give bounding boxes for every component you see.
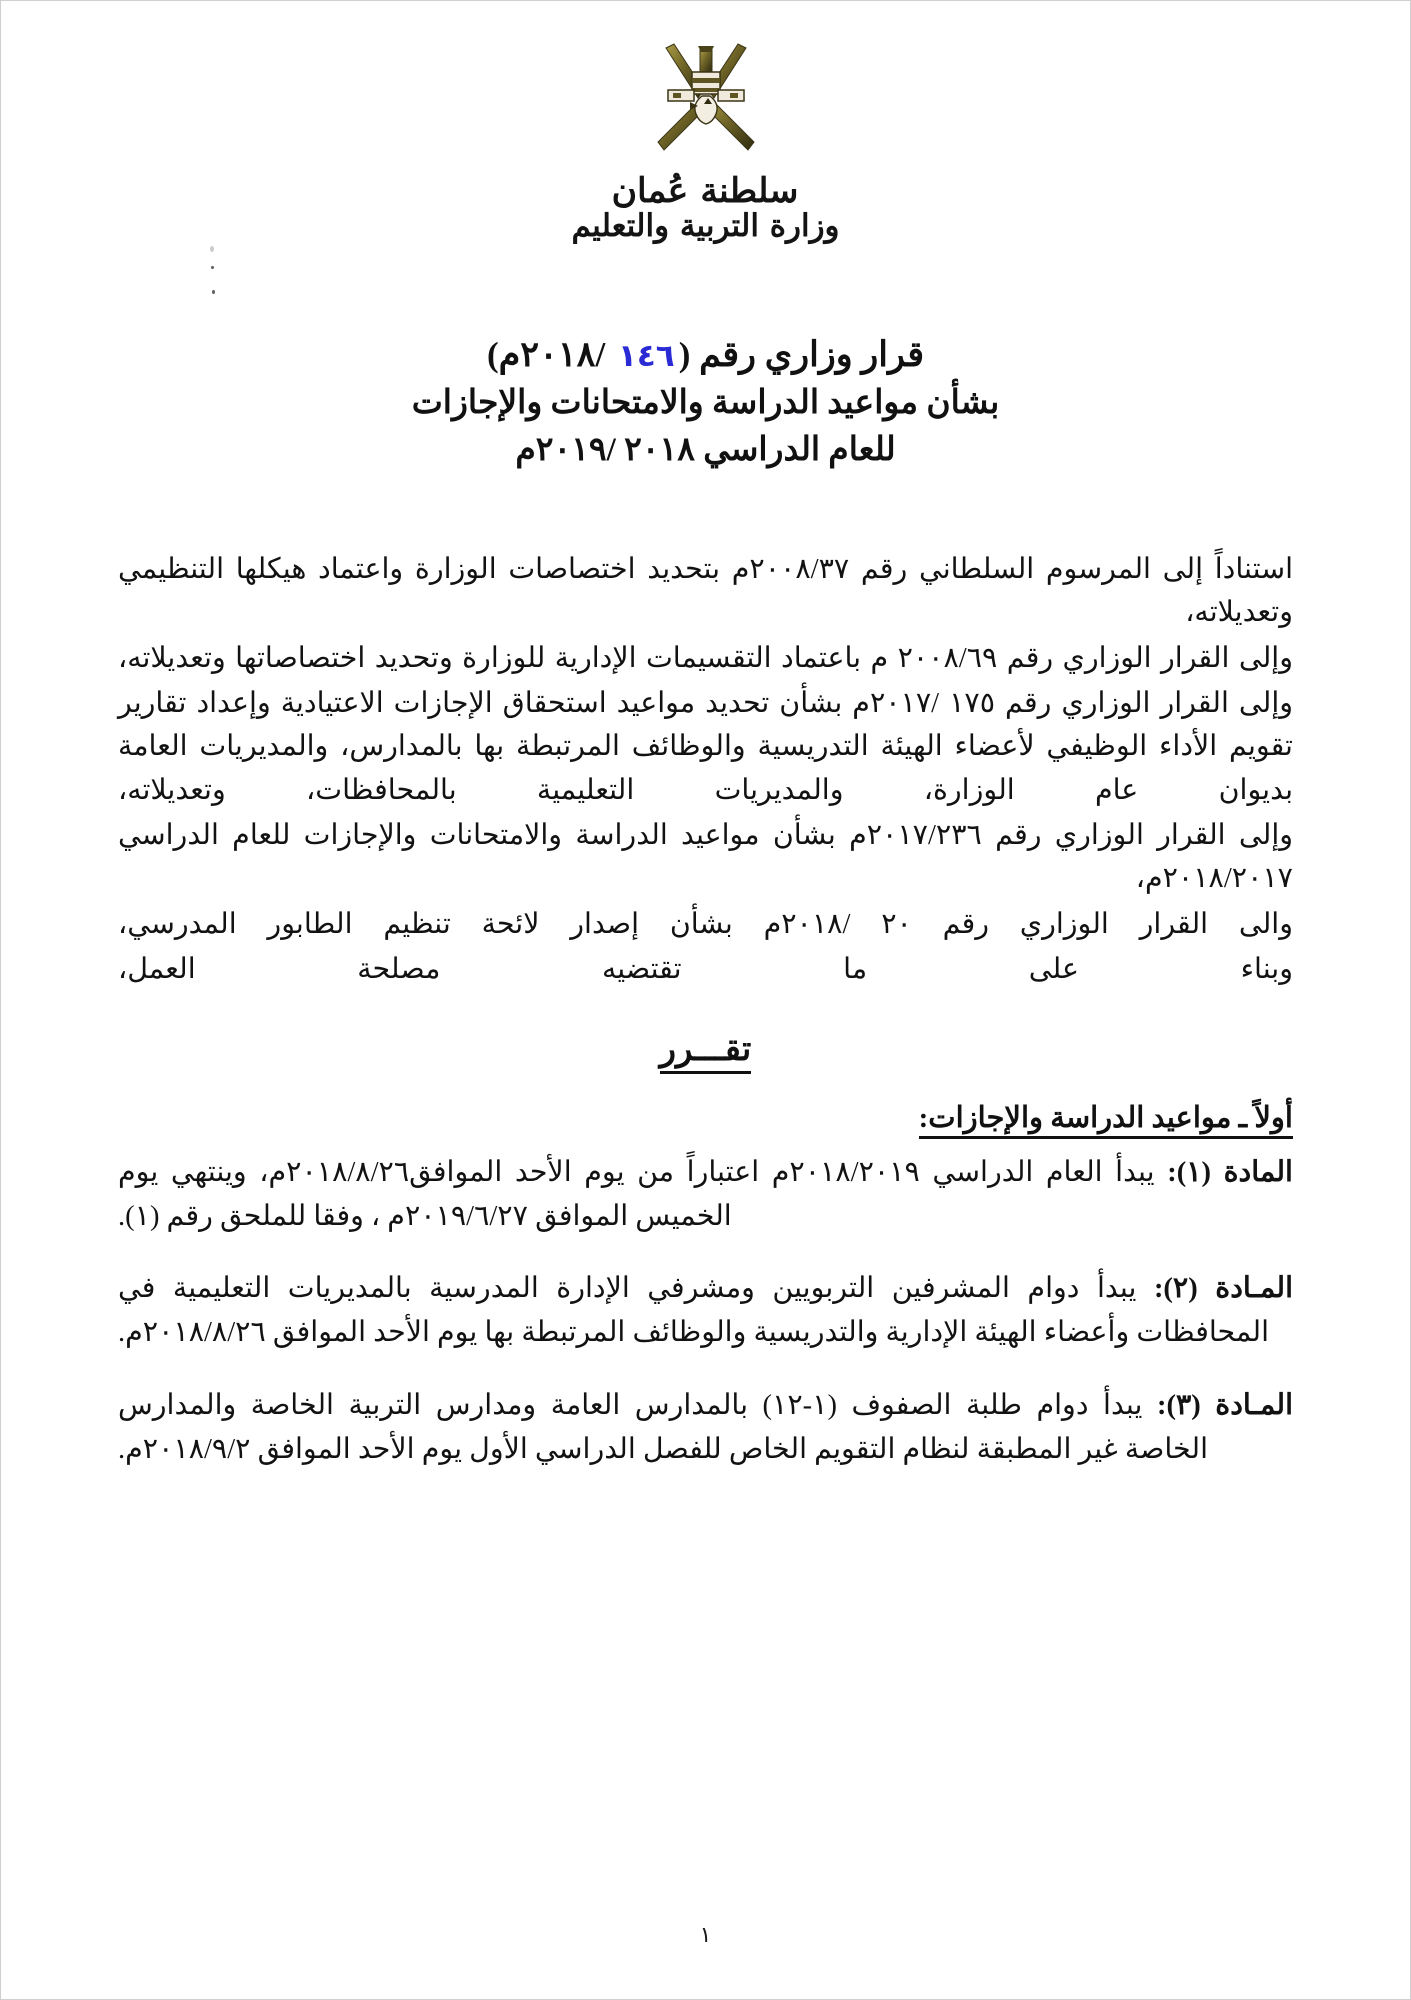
- preamble-paragraph: وإلى القرار الوزاري رقم ٢٠٠٨/٦٩ م باعتماد التقسيمات الإدارية للوزارة وتحديد اختصاصاتها وتعديلاته،: [118, 642, 1293, 674]
- article-text: يبدأ دوام المشرفين التربويين ومشرفي الإدارة المدرسية بالمديريات التعليمية في المحافظات وأعضاء الهيئة الإدارية والتدريسية والوظائف المرتبطة بها يوم الأحد الموافق ٢٠١٨/٨/٢٦م.: [118, 1273, 1270, 1349]
- article-item: [118, 1267, 1293, 1355]
- section-heading-wrapper: [118, 1100, 1293, 1139]
- page-number: ١: [699, 1922, 712, 1947]
- article-item: [118, 1151, 1293, 1239]
- ministry-name: وزارة التربية والتعليم: [571, 207, 840, 244]
- decree-number-handwritten: ١٤٦: [617, 338, 675, 374]
- scan-artifact: [212, 290, 215, 294]
- decides-heading: تقـــرر: [660, 1029, 752, 1074]
- article-label: المـادة (٢):: [1153, 1273, 1293, 1305]
- decree-academic-year-line: للعام الدراسي ٢٠١٨ /٢٠١٩م: [515, 431, 896, 468]
- oman-national-emblem-khanjar-icon: [644, 38, 768, 170]
- article-label: المادة (١):: [1167, 1157, 1293, 1189]
- preamble-paragraph: وإلى القرار الوزاري رقم ٢٠١٧/٢٣٦م بشأن مواعيد الدراسة والامتحانات والإجازات للعام الدراسي ٢٠١٨/٢٠١٧م،: [118, 819, 1294, 895]
- ministry-identity: [571, 171, 840, 244]
- decree-title-line-1: [0, 330, 1411, 380]
- document-body: [118, 548, 1293, 1500]
- article-item: [118, 1384, 1293, 1472]
- preamble-paragraph: استناداً إلى المرسوم السلطاني رقم ٢٠٠٨/٣٧م بتحديد اختصاصات الوزارة واعتماد هيكلها التنظيمي وتعديلاته،: [118, 554, 1294, 629]
- country-name: سلطنة عُمان: [612, 171, 799, 211]
- scan-artifact: [210, 246, 214, 252]
- decides-heading-wrapper: [118, 1029, 1293, 1074]
- decree-title-block: [0, 330, 1411, 473]
- article-text: يبدأ دوام طلبة الصفوف (١-١٢) بالمدارس العامة ومدارس التربية الخاصة والمدارس الخاصة غير المطبقة لنظام التقويم الخاص للفصل الدراسي الأول يوم الأحد الموافق ٢٠١٨/٩/٢م.: [118, 1389, 1209, 1465]
- preamble-paragraph: والى القرار الوزاري رقم ٢٠ /٢٠١٨م بشأن إصدار لائحة تنظيم الطابور المدرسي،: [118, 908, 1293, 940]
- scan-artifact: [211, 266, 214, 269]
- section-heading-study-dates: أولاً ـ مواعيد الدراسة والإجازات:: [919, 1100, 1293, 1139]
- preamble-paragraph: وإلى القرار الوزاري رقم ١٧٥ /٢٠١٧م بشأن تحديد مواعيد استحقاق الإجازات الاعتيادية وإعداد تقارير تقويم الأداء الوظيفي لأعضاء الهيئة التدريسية والوظائف المرتبطة بها بالمدارس، والمديريات العامة بديوان عام الوزارة، والمديريات التعليمية بالمحافظات، وتعديلاته،: [118, 687, 1294, 806]
- decree-title-prefix: قرار وزاري رقم (: [678, 335, 925, 374]
- preamble-paragraph: وبناء على ما تقتضيه مصلحة العمل،: [118, 953, 1293, 985]
- article-text: يبدأ العام الدراسي ٢٠١٨/٢٠١٩م اعتباراً من يوم الأحد الموافق٢٠١٨/٨/٢٦م، وينتهي يوم الخميس الموافق ٢٠١٩/٦/٢٧م ، وفقا للملحق رقم (١).: [118, 1157, 1168, 1232]
- document-header: [0, 38, 1411, 242]
- article-label: المـادة (٣):: [1156, 1389, 1293, 1421]
- decree-title-suffix: /٢٠١٨م): [486, 335, 614, 374]
- decree-subject-line: بشأن مواعيد الدراسة والامتحانات والإجازات: [411, 384, 1000, 421]
